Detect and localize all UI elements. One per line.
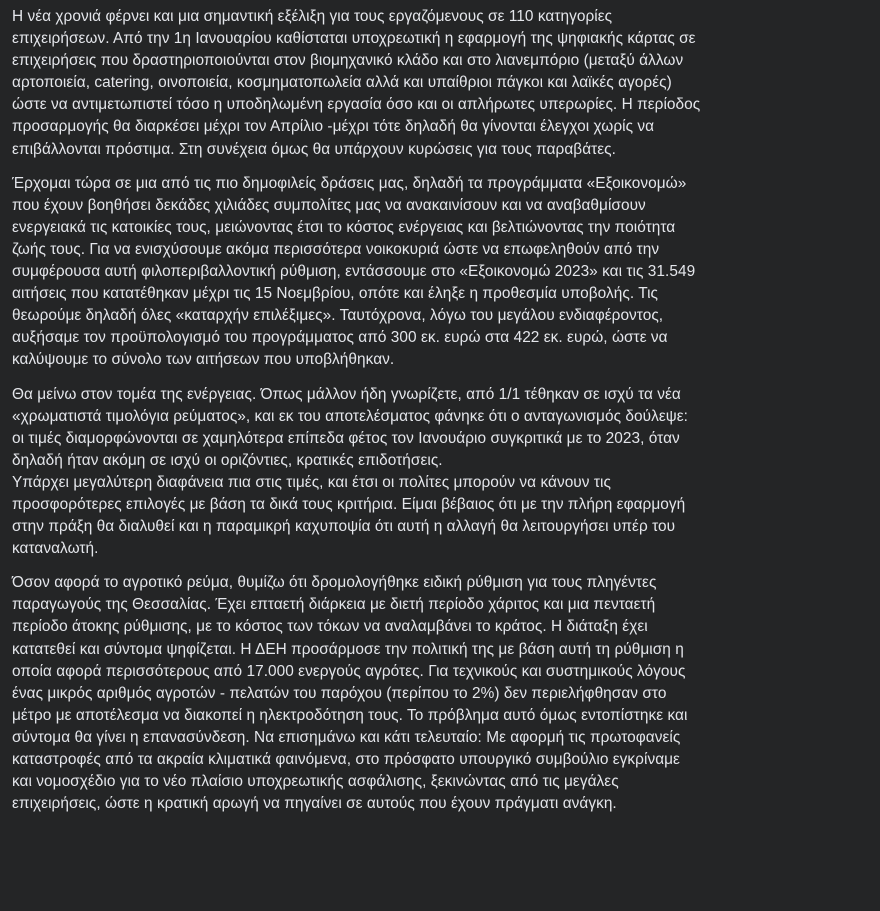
text-line: επιχειρήσεων. Από την 1η Ιανουαρίου καθίσταται υποχρεωτική η εφαρμογή της ψηφιακής κάρτας σε bbox=[12, 30, 696, 48]
text-line: μέτρο με αποτέλεσμα να διακοπεί η ηλεκτροδότηση τους. Το πρόβλημα αυτό όμως εντοπίστηκε και bbox=[12, 706, 688, 724]
text-line: παραγωγούς της Θεσσαλίας. Έχει επταετή διάρκεια με διετή περίοδο χάριτος και μια πενταετή bbox=[12, 596, 656, 614]
text-line: προσφορότερες επιλογές με βάση τα δικά τους κριτήρια. Είμαι βέβαιος ότι με την πλήρη εφαρμογή bbox=[12, 495, 686, 513]
text-line: ζωής τους. Για να ενισχύσουμε ακόμα περισσότερα νοικοκυριά ώστε να επωφεληθούν από την bbox=[12, 240, 660, 258]
post-paragraph bbox=[12, 173, 874, 372]
text-line: δηλαδή ήταν ακόμη σε ισχύ οι οριζόντιες, κρατικές επιδοτήσεις. bbox=[12, 451, 443, 469]
text-line: αρτοποιεία, catering, οινοποιεία, κοσμηματοπωλεία αλλά και υπαίθριοι πάγκοι και λαϊκές αγορές) bbox=[12, 74, 672, 92]
text-line: καλύψουμε το σύνολο των αιτήσεων που υποβλήθηκαν. bbox=[12, 351, 395, 369]
text-line: περίοδο άτοκης ρύθμισης, με το κόστος των τόκων να αναλαμβάνει το κράτος. Η διάταξη έχει bbox=[12, 618, 648, 636]
text-line: ώστε να αντιμετωπιστεί τόσο η υποδηλωμένη εργασία όσο και οι απλήρωτες υπερωρίες. Η περίοδος bbox=[12, 96, 701, 114]
text-line: Θα μείνω στον τομέα της ενέργειας. Όπως μάλλον ήδη γνωρίζετε, από 1/1 τέθηκαν σε ισχύ τα νέα bbox=[12, 385, 681, 403]
post-paragraph bbox=[12, 6, 874, 161]
text-line: Έρχομαι τώρα σε μια από τις πιο δημοφιλείς δράσεις μας, δηλαδή τα προγράμματα «Εξοικονομώ» bbox=[12, 174, 687, 192]
text-line: προσαρμογής θα διαρκέσει μέχρι τον Απρίλιο -μέχρι τότε δηλαδή θα γίνονται έλεγχοι χωρίς να bbox=[12, 118, 655, 136]
text-line: Όσον αφορά το αγροτικό ρεύμα, θυμίζω ότι δρομολογήθηκε ειδική ρύθμιση για τους πληγέντες bbox=[12, 574, 657, 592]
post-paragraph bbox=[12, 384, 874, 561]
text-line: Υπάρχει μεγαλύτερη διαφάνεια πια στις τιμές, και έτσι οι πολίτες μπορούν να κάνουν τις bbox=[12, 473, 611, 491]
text-line: καταναλωτή. bbox=[12, 540, 99, 558]
text-line: ένας μικρός αριθμός αγροτών - πελατών του παρόχου (περίπου το 2%) δεν περιελήφθησαν στο bbox=[12, 684, 667, 702]
text-line: ενεργειακά τις κατοικίες τους, μειώνοντας έτσι το κόστος ενέργειας και βελτιώνοντας την ποιότητα bbox=[12, 218, 676, 236]
text-line: και νομοσχέδιο για το νέο πλαίσιο υποχρεωτικής ασφάλισης, ξεκινώντας από τις μεγάλες bbox=[12, 773, 619, 791]
post-paragraph bbox=[12, 572, 874, 815]
post-body bbox=[12, 6, 874, 815]
text-line: θεωρούμε δηλαδή όλες «καταρχήν επιλέξιμες». Ταυτόχρονα, λόγω του μεγάλου ενδιαφέροντος, bbox=[12, 307, 664, 325]
text-line: κατατεθεί και σύντομα ψηφίζεται. Η ΔΕΗ προσάρμοσε την πολιτική της με βάση αυτή τη ρύθμιση η bbox=[12, 640, 684, 658]
text-line: που έχουν βοηθήσει δεκάδες χιλιάδες συμπολίτες μας να ανακαινίσουν και να αναβαθμίσουν bbox=[12, 196, 646, 214]
text-line: οποία αφορά περισσότερους από 17.000 ενεργούς αγρότες. Για τεχνικούς και συστημικούς λόγους bbox=[12, 662, 686, 680]
text-line: συμφέρουσα αυτή φιλοπεριβαλλοντική ρύθμιση, εντάσσουμε στο «Εξοικονομώ 2023» και τις 31.549 bbox=[12, 263, 696, 281]
text-line: αιτήσεις που κατατέθηκαν μέχρι τις 15 Νοεμβρίου, οπότε και έληξε η προθεσμία υποβολής. Τις bbox=[12, 285, 659, 303]
text-line: επιβάλλονται πρόστιμα. Στη συνέχεια όμως θα υπάρχουν κυρώσεις για τους παραβάτες. bbox=[12, 140, 616, 158]
text-line: «χρωματιστά τιμολόγια ρεύματος», και εκ του αποτελέσματος φάνηκε ότι ο ανταγωνισμός δούλεψε: bbox=[12, 407, 688, 425]
text-line: στην πράξη θα διαλυθεί και η παραμικρή καχυποψία ότι αυτή η αλλαγή θα λειτουργήσει υπέρ του bbox=[12, 518, 676, 536]
text-line: αυξήσαμε τον προϋπολογισμό του προγράμματος από 300 εκ. ευρώ στα 422 εκ. ευρώ, ώστε να bbox=[12, 329, 668, 347]
text-line: καταστροφές από τα ακραία κλιματικά φαινόμενα, στο πρόσφατο υπουργικό συμβούλιο εγκρίναμε bbox=[12, 751, 680, 768]
text-line: σύντομα θα γίνει η επανασύνδεση. Να επισημάνω και κάτι τελευταίο: Με αφορμή τις πρωτοφανείς bbox=[12, 728, 681, 746]
text-line: επιχειρήσεις που δραστηριοποιούνται στον βιομηχανικό κλάδο και στο λιανεμπόριο (μεταξύ άλλων bbox=[12, 52, 684, 70]
text-line: επιχειρήσεις, ώστε η κρατική αρωγή να πηγαίνει σε αυτούς που έχουν πράγματι ανάγκη. bbox=[12, 795, 617, 813]
text-line: Η νέα χρονιά φέρνει και μια σημαντική εξέλιξη για τους εργαζόμενους σε 110 κατηγορίες bbox=[12, 8, 613, 25]
text-line: οι τιμές διαμορφώνονται σε χαμηλότερα επίπεδα φέτος τον Ιανουάριο συγκριτικά με το 2023, όταν bbox=[12, 429, 680, 447]
